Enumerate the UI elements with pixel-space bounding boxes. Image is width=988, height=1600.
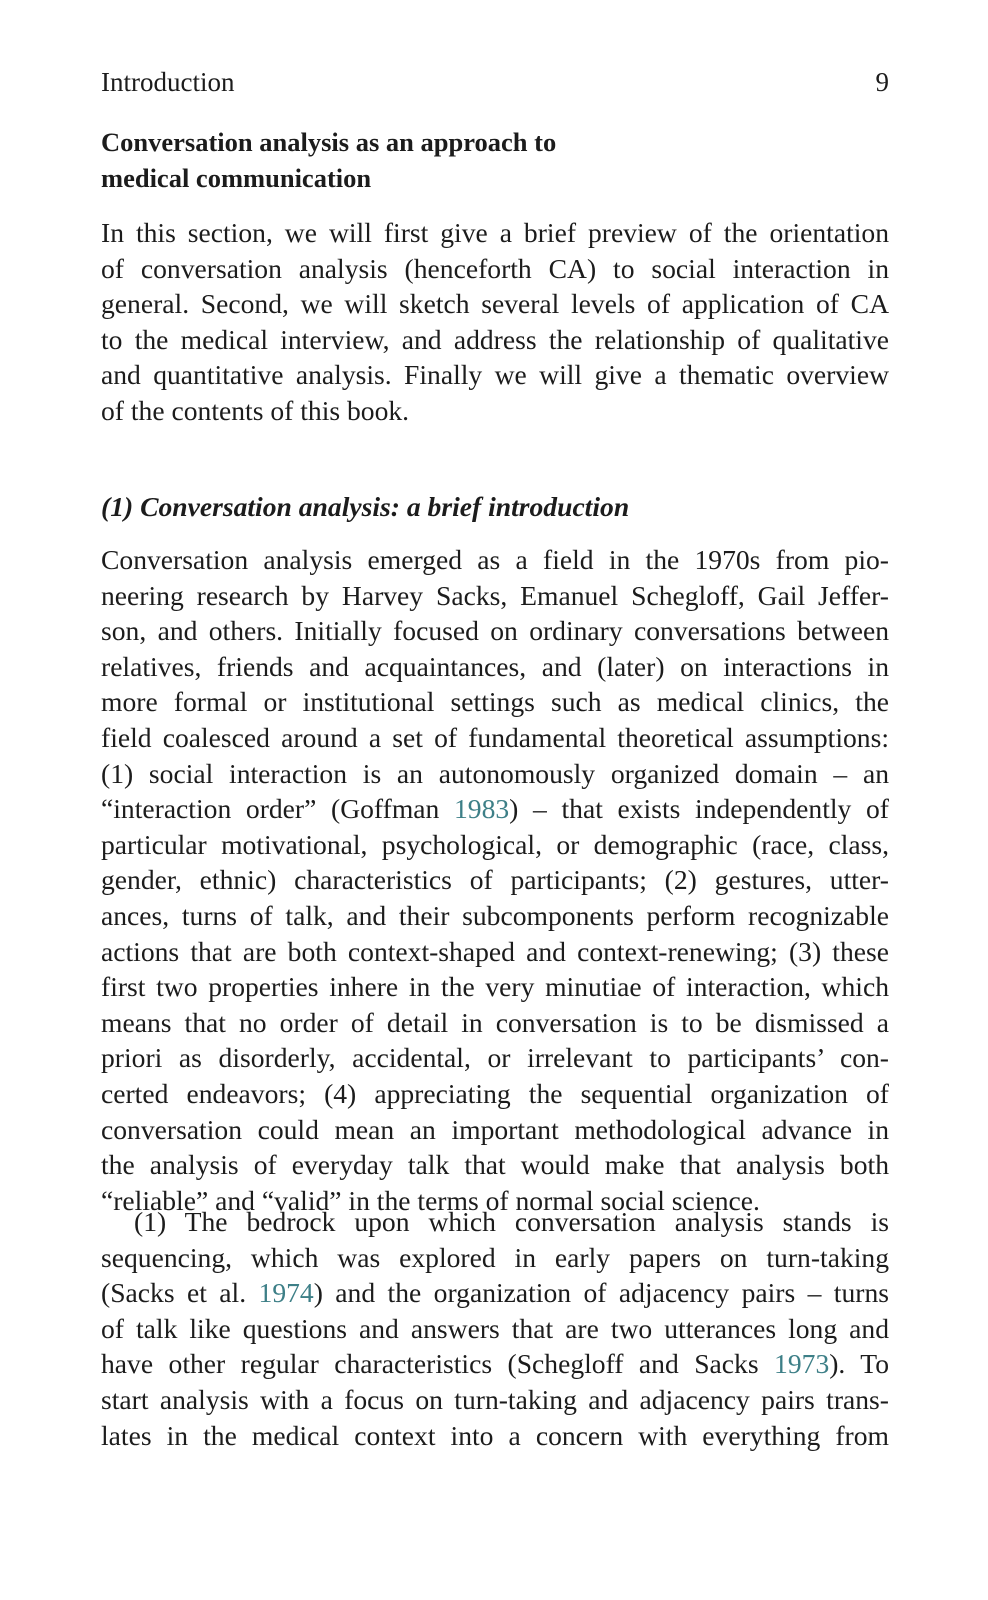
text-line: In this section, we will first give a brief preview of the orientation	[101, 217, 889, 248]
text-line: first two properties inhere in the very minutiae of interaction, which	[101, 971, 889, 1003]
text-segment: have other regular characteristics (Schegloff and Sacks	[101, 1348, 775, 1380]
subsection-heading: (1) Conversation analysis: a brief introduction	[101, 491, 630, 522]
text-line: and quantitative analysis. Finally we will give a thematic overview	[101, 359, 889, 391]
text-line: relatives, friends and acquaintances, and (later) on interactions in	[101, 650, 889, 682]
section-heading-line-2: medical communication	[101, 163, 372, 193]
text-line	[101, 791, 889, 827]
text-line: actions that are both context-shaped and context-renewing; (3) these	[101, 935, 889, 967]
text-line: means that no order of detail in conversation is to be dismissed a	[101, 1006, 889, 1038]
text-line: sequencing, which was explored in early papers on turn-taking	[101, 1241, 889, 1273]
text-line: of conversation analysis (henceforth CA) to social interaction in	[101, 252, 889, 284]
body-paragraph-2	[101, 1204, 889, 1453]
text-line: gender, ethnic) characteristics of participants; (2) gestures, utter-	[101, 864, 889, 896]
text-line: particular motivational, psychological, or demographic (race, class,	[101, 828, 889, 860]
running-header	[101, 64, 889, 100]
text-segment: “interaction order” (Goffman	[101, 793, 454, 825]
text-line: Conversation analysis emerged as a field in the 1970s from pio-	[101, 544, 889, 575]
text-line: the analysis of everyday talk that would make that analysis both	[101, 1149, 889, 1181]
text-line	[101, 1275, 889, 1311]
running-title: Introduction	[101, 67, 235, 97]
text-line: general. Second, we will sketch several levels of application of CA	[101, 288, 889, 320]
text-line	[101, 1346, 889, 1382]
text-line: to the medical interview, and address the relationship of qualitative	[101, 323, 889, 355]
text-line: neering research by Harvey Sacks, Emanuel Schegloff, Gail Jeffer-	[101, 579, 889, 611]
text-line: of the contents of this book.	[101, 394, 410, 426]
intro-paragraph	[101, 215, 889, 429]
text-line: of talk like questions and answers that are two utterances long and	[101, 1312, 889, 1344]
text-line: certed endeavors; (4) appreciating the sequential organization of	[101, 1077, 889, 1109]
text-line: lates in the medical context into a concern with everything from	[101, 1419, 889, 1451]
text-line: more formal or institutional settings such as medical clinics, the	[101, 686, 889, 718]
text-line: field coalesced around a set of fundamental theoretical assumptions:	[101, 721, 889, 753]
citation-link-goffman[interactable]: 1983	[453, 793, 510, 825]
text-line: (1) social interaction is an autonomously organized domain – an	[101, 757, 889, 789]
text-line: priori as disorderly, accidental, or irrelevant to participants’ con-	[101, 1042, 889, 1074]
text-segment: ) and the organization of adjacency pairs – turns	[313, 1277, 889, 1309]
text-segment: (Sacks et al.	[101, 1277, 259, 1309]
body-paragraph-1	[101, 542, 889, 1218]
citation-link-sacks[interactable]: 1974	[258, 1277, 314, 1309]
text-line: “reliable” and “valid” in the terms of normal social science.	[101, 1184, 760, 1216]
text-segment: ) – that exists independently of	[509, 793, 889, 825]
text-line: son, and others. Initially focused on ordinary conversations between	[101, 615, 889, 647]
text-line: conversation could mean an important methodological advance in	[101, 1113, 889, 1145]
text-segment: ). To	[829, 1348, 889, 1380]
section-heading-line-1: Conversation analysis as an approach to	[101, 127, 557, 157]
citation-link-schegloff[interactable]: 1973	[774, 1348, 830, 1380]
text-line: start analysis with a focus on turn-taking and adjacency pairs trans-	[101, 1383, 889, 1415]
page-number: 9	[875, 67, 889, 97]
text-line: (1) The bedrock upon which conversation analysis stands is	[134, 1206, 889, 1237]
text-line: ances, turns of talk, and their subcomponents perform recognizable	[101, 899, 889, 931]
section-heading	[101, 124, 661, 196]
